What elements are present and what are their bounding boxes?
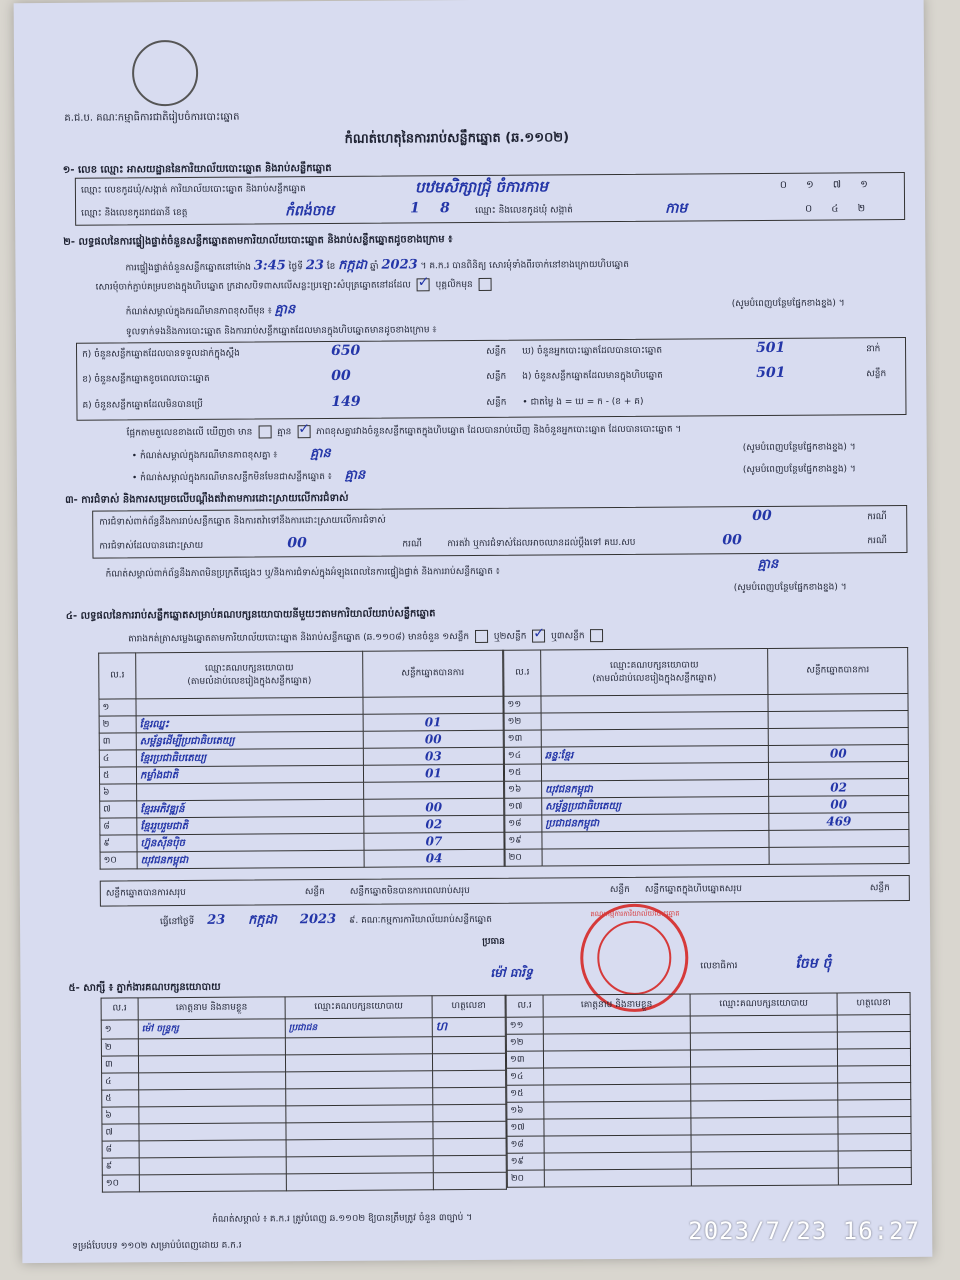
witness-no: ៣ (101, 1056, 138, 1073)
s1-row1-value: បឋមសិក្សាជ្រុំ ចំការកាម (414, 177, 548, 197)
witness-no: ៩ (102, 1158, 139, 1175)
witness-no: ១៣ (506, 1051, 543, 1068)
witness-party (691, 1134, 838, 1152)
witness-sign (433, 1172, 506, 1190)
result-party: ប្រជាជនកម្ពុជា (542, 813, 769, 832)
result-votes (768, 693, 908, 711)
witness-no: ១២ (506, 1034, 543, 1051)
witness-name (139, 1140, 286, 1158)
result-no: ១៤ (504, 747, 541, 764)
witness-name (544, 1169, 691, 1187)
witness-sign (838, 1082, 911, 1100)
s2-check-no-diff[interactable] (297, 425, 310, 438)
witness-sign (433, 1155, 506, 1173)
result-votes: 01 (363, 713, 503, 731)
result-no: ២ (99, 716, 136, 733)
witness-party (691, 1083, 838, 1101)
witness-row-left-1 (101, 1017, 505, 1039)
result-party: សម្ព័ន្ធប្រជាធិបតេយ្យ (542, 796, 769, 815)
s2-line3-value: គ្មាន (274, 302, 296, 318)
s4-total-invalid: សន្លឹកឆ្នោតមិនបានការពេលរាប់សរុប (349, 886, 470, 897)
s1-row2-value: កំពង់ចាម (285, 202, 335, 220)
results-table-left: ល.រ ឈ្មោះគណបក្សនយោបាយ (តាមលំដាប់លេខរៀងក្នុងសន្លឹកឆ្នោត) សន្លឹកឆ្នោតបានការ ១ ២ ខ្មែរឈ្នះ 01 ៣ សម្ព័ន្ធដើម្បីប្រជាធិបតេយ្យ 00 ៤ ខ្មែរប្រជាធិបតេយ្យ 03 ៥ កម្លាំងជាតិ 01 ៦ ៧ ខ្មែរអភិវឌ្ឍន៍ 00 ៨ ខ្មែររួបរួមជាតិ 02 ៩ ហ្វ៊ុនស៊ីនប៉ិច 07 ១០ យុវជនកម្ពុជា 04 (98, 650, 505, 870)
s2-check-has-diff[interactable] (258, 425, 271, 438)
witness-name (139, 1089, 286, 1107)
result-party (542, 830, 769, 849)
s2-fill-note: (សូមបំពេញបន្ថែមផ្នែកខាងខ្នង) ។ (731, 298, 845, 310)
chair-name: ម៉ៅ ធារិទ្ធ (490, 965, 533, 980)
witness-sign (433, 1104, 506, 1122)
s3-row2b-unit: ករណី (867, 536, 887, 547)
witness-no: ៧ (102, 1124, 139, 1141)
result-party: កម្លាំងជាតិ (136, 765, 363, 784)
result-party: ខ្មែរអភិវឌ្ឍន៍ (137, 799, 364, 818)
s2-note2: • កំណត់សម្គាល់ក្នុងករណីមានសន្លឹកមិនមែនជាសន្លឹកឆ្នោត ៖ គ្មាន (131, 467, 366, 484)
s1-row1-label: ឈ្មោះ លេខកូដឃុំ/សង្កាត់ ការិយាល័យបោះឆ្នោត និងរាប់សន្លឹកឆ្នោត (80, 184, 306, 196)
witness-sign (432, 1053, 505, 1071)
witness-name (139, 1106, 286, 1124)
witness-no: ១៥ (507, 1085, 544, 1102)
witness-no: ៨ (102, 1141, 139, 1158)
result-no: ១៨ (505, 815, 542, 832)
chair-label: ប្រធាន (482, 936, 505, 947)
witness-party (691, 1117, 838, 1135)
s2-note2-tail: (សូមបំពេញបន្ថែមផ្នែកខាងខ្នង) ។ (742, 464, 856, 476)
witness-row-right-10 (507, 1167, 911, 1187)
result-no: ១ (99, 699, 136, 716)
witness-sign (838, 1167, 911, 1185)
result-no: ៩ (100, 835, 137, 852)
s4-total-box: សន្លឹកឆ្នោតក្នុងហិបឆ្នោតសរុប (644, 884, 742, 895)
s4-total-valid-unit: សន្លឹក (304, 887, 325, 898)
result-no: ១៥ (504, 764, 541, 781)
s2-note1: • កំណត់សម្គាល់ក្នុងករណីមានភាពខុសគ្នា ៖ គ្មាន (131, 445, 331, 462)
s3-row1-value: 00 (752, 507, 772, 525)
s1-row1-code: ០ ១ ៧ ១ (779, 179, 876, 191)
result-votes (768, 710, 908, 728)
s3-row2b: ការតវ៉ា ឬការជំទាស់ដែលអាចឈានដល់ប្តឹងទៅ គឃ.សប (447, 537, 636, 550)
witness-party (286, 1173, 433, 1191)
s2-diff-line: ផ្អែកតាមតួលេខខាងលើ ឃើញថា មាន គ្មាន ✓ ភាពខុសគ្នារវាងចំនួនសន្លឹកឆ្នោតក្នុងហិបឆ្នោត ដែលបានរាប់ឃើញ និងចំនួនអ្នកបោះឆ្នោត ដែលបានបោះឆ្នោត ។ (127, 421, 907, 440)
witness-name (138, 1055, 285, 1073)
s2-check-diff[interactable] (479, 278, 492, 291)
result-no: ២០ (505, 849, 542, 866)
witness-sign (838, 1099, 911, 1117)
count-in-box: 501 (756, 364, 786, 382)
result-votes: 01 (363, 764, 503, 782)
result-votes: 02 (364, 815, 504, 833)
result-votes: 00 (769, 795, 909, 813)
result-votes: 03 (363, 747, 503, 765)
s1-row2-code2: ០ ៤ ២ (805, 203, 874, 215)
result-no: ១៣ (504, 730, 541, 747)
s1-row2-value2: កាម (665, 200, 688, 217)
result-votes (768, 761, 908, 779)
s1-row2-code-b: 8 (439, 200, 450, 217)
s4-check-2[interactable] (532, 629, 545, 642)
witness-party (286, 1105, 433, 1123)
s2-rows: ក) ចំនួនសន្លឹកឆ្នោតដែលបានទទួលដាក់ក្នុងស្ពឹង 650 សន្លឹក ឃ) ចំនួនអ្នកបោះឆ្នោតដែលបានបោះឆ្នោត 501 នាក់ ខ) ចំនួនសន្លឹកឆ្នោតខូចពេលបោះឆ្នោត 00 សន្លឹក ង) ចំនួនសន្លឹកឆ្នោតដែលមានក្នុងហិបឆ្នោត 501 សន្លឹក គ) ចំនួនសន្លឹកឆ្នោតដែលមិនបានប្រើ 149 សន្លឹក • ជាតម្លៃ ង = ឃ = ក - (ខ + គ) (82, 339, 887, 411)
witness-sign (433, 1070, 506, 1088)
s1-row2-label2: ឈ្មោះ និងលេខកូដឃុំ សង្កាត់ (475, 205, 573, 216)
s2-line2: សោរមុំចាក់ភ្ជាប់គម្របខាងក្នុងហិបឆ្នោត ក្រដាសបិទពាសលើសន្លះប្រឡោះសំបុត្រឆ្នោតនៅដដែល ✓ បុគ្គលិកមុន (96, 278, 495, 295)
result-row-left-10 (100, 849, 504, 869)
form-title: កំណត់ហេតុនៃការរាប់សន្លឹកឆ្នោត (ឆ.១១០២) (344, 130, 570, 147)
witness-name (543, 1033, 690, 1051)
witness-no: ៦ (102, 1107, 139, 1124)
count-unused: 149 (331, 393, 361, 410)
witness-sign (433, 1121, 506, 1139)
result-party: ខ្មែរប្រជាធិបតេយ្យ (136, 748, 363, 767)
witness-name (139, 1072, 286, 1090)
witness-no: ១៤ (507, 1068, 544, 1085)
witness-party (691, 1100, 838, 1118)
stamp-inner-ring (597, 921, 672, 996)
witness-row-left-10 (102, 1172, 506, 1192)
witness-no: ១០ (102, 1175, 139, 1192)
photo-timestamp: 2023/7/23 16:27 (688, 1217, 920, 1245)
count-received: 650 (330, 342, 361, 359)
s2-year: 2023 (381, 257, 418, 273)
official-stamp: គណៈកម្មការការិយាល័យបោះឆ្នោត (580, 904, 689, 1013)
witness-sign: ហ (432, 1017, 505, 1037)
witness-sign (433, 1138, 506, 1156)
s4-total-valid: សន្លឹកឆ្នោតបានការសរុប (105, 888, 186, 899)
section2-heading: ២- លទ្ធផលនៃការផ្ទៀងផ្ទាត់ចំនួនសន្លឹកឆ្នោតតាមការិយាល័យបោះឆ្នោត និងរាប់សន្លឹកឆ្នោតដូចខាងក្រោម ៖ (63, 234, 453, 248)
witness-name (138, 1038, 285, 1056)
result-party (137, 782, 364, 801)
witness-table-right: ល.រ គោត្តនាម និងនាមខ្លួន ឈ្មោះគណបក្សនយោបាយ ហត្ថលេខា ១១ ១២ ១៣ ១៤ ១៥ ១៦ ១៧ ១៨ ១៩ ២០ (506, 992, 912, 1188)
witness-party (285, 1054, 432, 1072)
org-name: គ.ជ.ប. គណៈកម្មាធិការជាតិរៀបចំការបោះឆ្នោត (64, 111, 240, 124)
witness-no: ២០ (507, 1170, 544, 1187)
s3-note: កំណត់សម្គាល់ពាក់ព័ន្ធនឹងភាពមិនប្រក្រតីផ្សេងៗ ឬ/និងការជំទាស់ក្នុងអំឡុងពេលនៃការផ្ទៀងផ្ទាត់ និងការរាប់សន្លឹកឆ្នោត ៖ (105, 566, 500, 580)
witness-sign (432, 1036, 505, 1054)
result-no: ៨ (100, 818, 137, 835)
s5-note: កំណត់សម្គាល់ ៖ គ.ក.រ ត្រូវបំពេញ ឆ.១១០២ ឱ្យបានត្រឹមត្រូវ ចំនួន ៣ច្បាប់ ។ (212, 1213, 473, 1225)
result-party: ហ្វ៊ុនស៊ីនប៉ិច (137, 833, 364, 852)
s2-note1-tail: (សូមបំពេញបន្ថែមផ្នែកខាងខ្នង) ។ (742, 442, 856, 454)
witness-no: ១៩ (507, 1153, 544, 1170)
count-voters: 501 (755, 339, 786, 357)
witness-name (543, 1050, 690, 1068)
witness-name (139, 1123, 286, 1141)
result-party (542, 847, 769, 866)
witness-party: ប្រជាជន (285, 1018, 432, 1038)
witness-sign (837, 1014, 910, 1032)
result-party (541, 762, 768, 781)
witness-sign (838, 1150, 911, 1168)
result-no: ១០ (100, 852, 137, 869)
witness-party (691, 1168, 838, 1186)
count-spoiled: 00 (331, 367, 351, 384)
witness-sign (433, 1087, 506, 1105)
secretary-name: ចែម ចុំ (795, 955, 832, 972)
witness-name (544, 1067, 691, 1085)
result-votes (364, 781, 504, 799)
s4-total-invalid-unit: សន្លឹក (609, 884, 630, 896)
witness-party (286, 1088, 433, 1106)
s4-totals-row (100, 875, 910, 907)
witness-party (690, 1015, 837, 1033)
s3-row2: ការជំទាស់ដែលបានដោះស្រាយ (99, 540, 204, 552)
result-row-right-10 (505, 846, 909, 866)
witness-name (139, 1174, 286, 1192)
section1-heading: ១- លេខ ឈ្មោះ អាសយដ្ឋាននៃការិយាល័យបោះឆ្នោត និងរាប់សន្លឹកឆ្នោត (62, 162, 332, 176)
witness-name: ម៉ៅ ចន្ទ្រក្ស (138, 1019, 285, 1039)
result-no: ១៦ (505, 781, 542, 798)
result-votes (769, 829, 909, 847)
s4-check-1[interactable] (475, 630, 488, 643)
witness-name (544, 1101, 691, 1119)
witness-party (286, 1071, 433, 1089)
witness-no: ២ (101, 1039, 138, 1056)
witness-no: ៥ (102, 1090, 139, 1107)
s4-subline: តារាងកត់ត្រាសម្លេងឆ្នោតតាមការិយាល័យបោះឆ្នោត និងរាប់សន្លឹកឆ្នោត (ឆ.១១០៨) មានចំនួន ១សន្លឹក ឬ២សន្លឹក ✓ ឬ៣សន្លឹក (128, 629, 606, 646)
witness-sign (837, 1048, 910, 1066)
s4-total-box-unit: សន្លឹក (869, 883, 890, 894)
section3-heading: ៣- ការជំទាស់ និងការសម្រេចលើបណ្តឹងតវ៉ាតាមការដោះស្រាយលើការជំទាស់ (65, 492, 349, 506)
result-party: ឆន្ទៈខ្មែរ (541, 745, 768, 764)
result-no: ១១ (504, 696, 541, 713)
result-party (541, 694, 768, 713)
witness-table-left: ល.រ គោត្តនាម និងនាមខ្លួន ឈ្មោះគណបក្សនយោបាយ ហត្ថលេខា ១ ម៉ៅ ចន្ទ្រក្ស ប្រជាជន ហ ២ ៣ ៤ ៥ ៦ ៧ ៨ ៩ ១០ (101, 995, 507, 1193)
result-no: ៧ (100, 801, 137, 818)
result-votes: 469 (769, 812, 909, 830)
result-votes (769, 846, 909, 864)
result-votes: 00 (364, 798, 504, 816)
result-votes: 04 (364, 849, 504, 867)
result-no: ១៩ (505, 832, 542, 849)
result-no: ៤ (99, 750, 136, 767)
result-votes: 02 (769, 778, 909, 796)
witness-sign (838, 1116, 911, 1134)
result-party (541, 728, 768, 747)
witness-no: ៤ (102, 1073, 139, 1090)
section4-heading: ៤- លទ្ធផលនៃការរាប់សន្លឹកឆ្នោតសម្រាប់គណបក្សនយោបាយនីមួយៗតាមការិយាល័យរាប់សន្លឹកឆ្នោត (65, 608, 436, 622)
witness-party (286, 1139, 433, 1157)
s4-check-3[interactable] (590, 629, 603, 642)
witness-party (691, 1151, 838, 1169)
s2-line4: ទូលទាក់ទងនិងការបោះឆ្នោត និងការរាប់សន្លឹកឆ្នោតដែលមានក្នុងហិបឆ្នោតមានដូចខាងក្រោម ៖ (125, 325, 437, 338)
witness-no: ១៧ (507, 1119, 544, 1136)
form-footer: ទម្រង់បែបបទ ១១០២ សម្រាប់បំពេញដោយ គ.ក.រ (72, 1240, 242, 1252)
result-party: យុវជនកម្ពុជា (137, 850, 364, 869)
witness-no: ១៨ (507, 1136, 544, 1153)
s3-row1-unit: ករណី (867, 512, 887, 523)
result-party (136, 697, 363, 716)
secretary-label: លេខាធិការ (700, 961, 738, 972)
s3-note-value: គ្មាន (757, 556, 779, 573)
witness-no: ១៦ (507, 1102, 544, 1119)
s2-line3: កំណត់សម្គាល់ក្នុងករណីមានភាពខុសពីមុន ៖ គ្មាន (125, 302, 296, 318)
result-votes (363, 696, 503, 714)
s2-day: 23 (305, 258, 324, 274)
s2-check-same[interactable] (417, 278, 430, 291)
witness-party (286, 1122, 433, 1140)
s4-date-line: ធ្វើនៅថ្ងៃទី 23 កក្កដា 2023 ៩. គណៈកម្មការការិយាល័យរាប់សន្លឹកឆ្នោត (159, 911, 492, 928)
witness-name (544, 1152, 691, 1170)
witness-no: ១១ (506, 1017, 543, 1034)
witness-sign (838, 1133, 911, 1151)
result-party: ខ្មែររួបរួមជាតិ (137, 816, 364, 835)
result-votes: 00 (768, 744, 908, 762)
result-no: ១២ (504, 713, 541, 730)
witness-sign (837, 1031, 910, 1049)
s2-time: 3:45 (253, 258, 286, 274)
witness-party (286, 1156, 433, 1174)
witness-sign (838, 1065, 911, 1083)
results-table-right: ល.រ ឈ្មោះគណបក្សនយោបាយ (តាមលំដាប់លេខរៀងក្នុងសន្លឹកឆ្នោត) សន្លឹកឆ្នោតបានការ ១១ ១២ ១៣ ១៤ ឆន្ទៈខ្មែរ 00 ១៥ ១៦ យុវជនកម្ពុជា 02 ១៧ សម្ព័ន្ធប្រជាធិបតេយ្យ 00 ១៨ ប្រជាជនកម្ពុជា 469 ១៩ ២០ (503, 647, 910, 867)
witness-party (285, 1037, 432, 1055)
emblem-logo (132, 40, 198, 106)
witness-no: ១ (101, 1020, 138, 1039)
result-votes: 00 (363, 730, 503, 748)
result-no: ១៧ (505, 798, 542, 815)
result-party: យុវជនកម្ពុជា (542, 779, 769, 798)
witness-name (544, 1135, 691, 1153)
s3-row2b-value: 00 (722, 532, 742, 549)
witness-party (690, 1032, 837, 1050)
witness-name (544, 1118, 691, 1136)
s1-row2-code-a: 1 (409, 200, 420, 217)
result-party: ខ្មែរឈ្នះ (136, 714, 363, 733)
result-no: ៦ (100, 784, 137, 801)
result-no: ៣ (99, 733, 136, 750)
form-sheet (14, 0, 933, 1263)
witness-party (690, 1049, 837, 1067)
s3-row1: ការជំទាស់ពាក់ព័ន្ធនឹងការរាប់សន្លឹកឆ្នោត និងការតវ៉ាទៅនឹងការដោះស្រាយលើការជំទាស់ (99, 515, 386, 528)
result-votes (768, 727, 908, 745)
s2-month: កក្កដា (338, 257, 368, 273)
section5-heading: ៥- សាក្សី ៖ ភ្នាក់ងារគណបក្សនយោបាយ (68, 981, 221, 994)
result-party (541, 711, 768, 730)
witness-name (139, 1157, 286, 1175)
witness-name (544, 1084, 691, 1102)
s3-row2-unit: ករណី (402, 539, 422, 550)
s1-row2-label: ឈ្មោះ និងលេខកូដរាជធានី ខេត្ត (81, 207, 188, 219)
result-votes: 07 (364, 832, 504, 850)
s3-note-tail: (សូមបំពេញបន្ថែមផ្នែកខាងខ្នង) ។ (733, 582, 847, 594)
witness-name (543, 1016, 690, 1034)
result-no: ៥ (99, 767, 136, 784)
witness-party (691, 1066, 838, 1084)
s3-row2-value: 00 (287, 535, 307, 552)
s2-line1: ការផ្ទៀងផ្ទាត់ចំនួនសន្លឹកឆ្នោតនៅម៉ោង 3:45 ថ្ងៃទី 23 ខែ កក្កដា ឆ្នាំ 2023 ។ គ.ក.រ បានពិនិត្យ សោរមុំទាំងពីរចាក់នៅខាងក្រោយហិបឆ្នោត (125, 257, 629, 274)
result-party: សម្ព័ន្ធដើម្បីប្រជាធិបតេយ្យ (136, 731, 363, 750)
